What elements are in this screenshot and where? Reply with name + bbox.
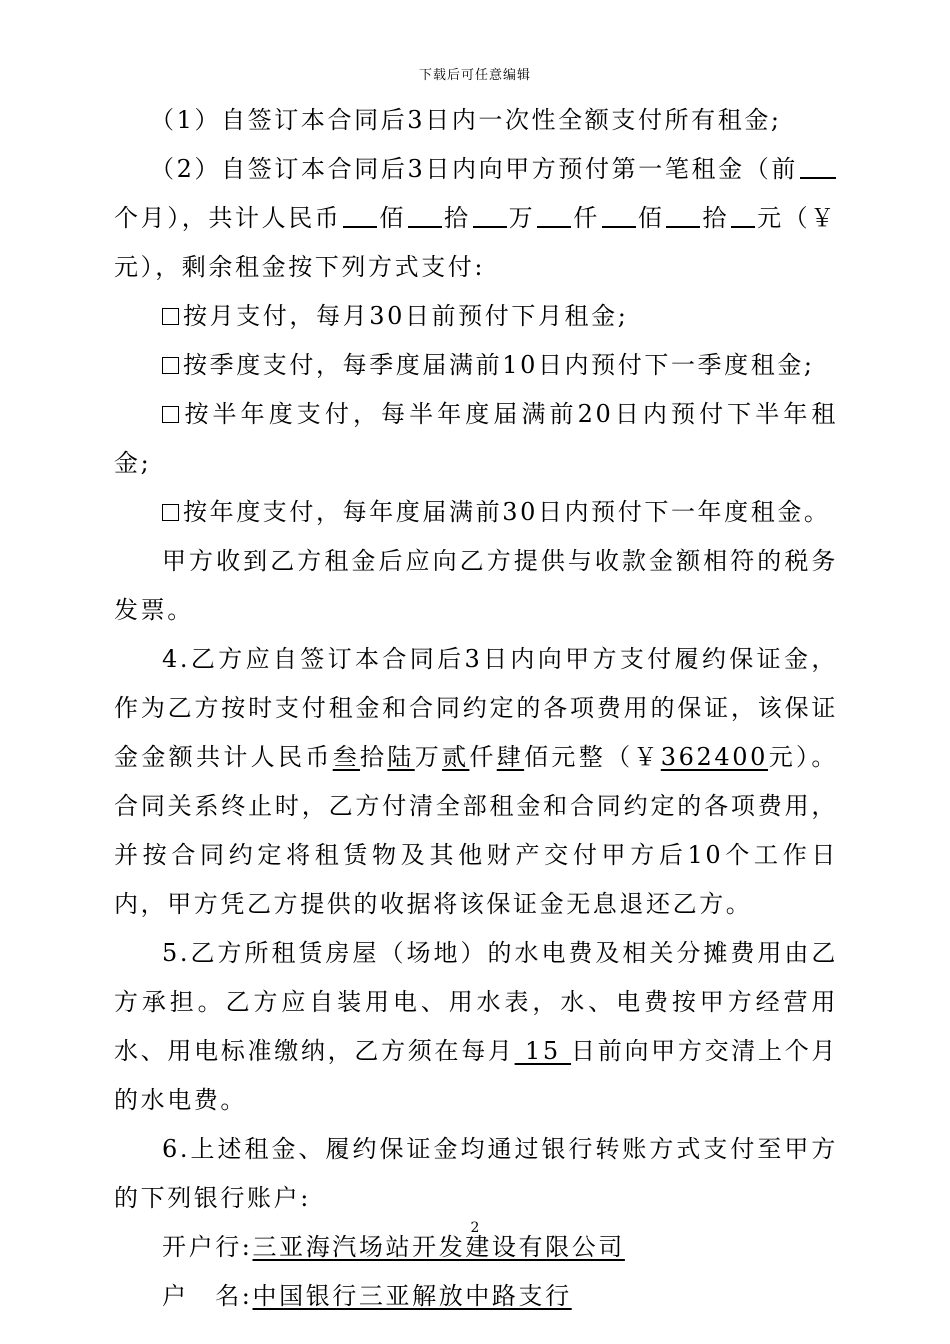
amount-blank <box>731 204 755 228</box>
account-name-row: 户 名:中国银行三亚解放中路支行 <box>162 1282 572 1310</box>
bank-row: 开户行:三亚海汽场站开发建设有限公司 <box>162 1233 625 1261</box>
half-year-option: 按半年度支付，每半年度届满前20日内预付下半年租金; <box>114 400 838 477</box>
page-number: 2 <box>470 1220 480 1236</box>
deposit-paragraph: 4.乙方应自签订本合同后3日内向甲方支付履约保证金，作为乙方按时支付租金和合同约定的各项费用的保证，该保证金金额共计人民币叁拾陆万贰仟肆佰元整（￥362400元）。合同关系终止时，乙方付清全部租金和合同约定的各项费用，并按合同约定将租赁物及其他财产交付甲方后10个工作日内，甲方凭乙方提供的收据将该保证金无息退还乙方。 <box>114 645 838 918</box>
deposit-amount: 362400 <box>660 743 768 771</box>
amount-blank <box>602 204 636 228</box>
invoice-paragraph: 甲方收到乙方租金后应向乙方提供与收款金额相符的税务发票。 <box>114 547 838 624</box>
account-name-value: 中国银行三亚解放中路支行 <box>252 1282 572 1310</box>
amount-blank <box>408 204 442 228</box>
document-body <box>114 96 838 1321</box>
due-day: 15 <box>514 1037 572 1065</box>
checkbox-icon <box>162 357 179 374</box>
amount-blank <box>537 204 571 228</box>
utilities-paragraph: 5.乙方所租赁房屋（场地）的水电费及相关分摊费用由乙方承担。乙方应自装用电、用水表，水、电费按甲方经营用水、用电标准缴纳，乙方须在每月 15 日前向甲方交清上个月的水电费。 <box>114 939 839 1114</box>
quarterly-option: 按季度支付，每季度届满前10日内预付下一季度租金; <box>114 341 838 390</box>
monthly-option: 按月支付，每月30日前预付下月租金; <box>114 292 838 341</box>
checkbox-icon <box>162 308 179 325</box>
checkbox-icon <box>162 504 179 521</box>
yearly-option: 按年度支付，每年度届满前30日内预付下一年度租金。 <box>114 488 838 537</box>
payment-option-1: （1）自签订本合同后3日内一次性全额支付所有租金; <box>150 106 782 134</box>
bank-value: 三亚海汽场站开发建设有限公司 <box>252 1233 625 1261</box>
payment-option-2: （2）自签订本合同后3日内向甲方预付第一笔租金（前个月），共计人民币 佰 拾 万 仟 佰 拾 元（￥ 元），剩余租金按下列方式支付: <box>114 155 837 281</box>
amount-blank <box>666 204 700 228</box>
bank-transfer-paragraph: 6.上述租金、履约保证金均通过银行转账方式支付至甲方的下列银行账户: <box>114 1135 838 1212</box>
page-header: 下载后可任意编辑 <box>418 68 531 83</box>
checkbox-icon <box>162 406 179 423</box>
months-blank <box>800 155 836 179</box>
amount-blank <box>343 204 377 228</box>
amount-blank <box>473 204 507 228</box>
